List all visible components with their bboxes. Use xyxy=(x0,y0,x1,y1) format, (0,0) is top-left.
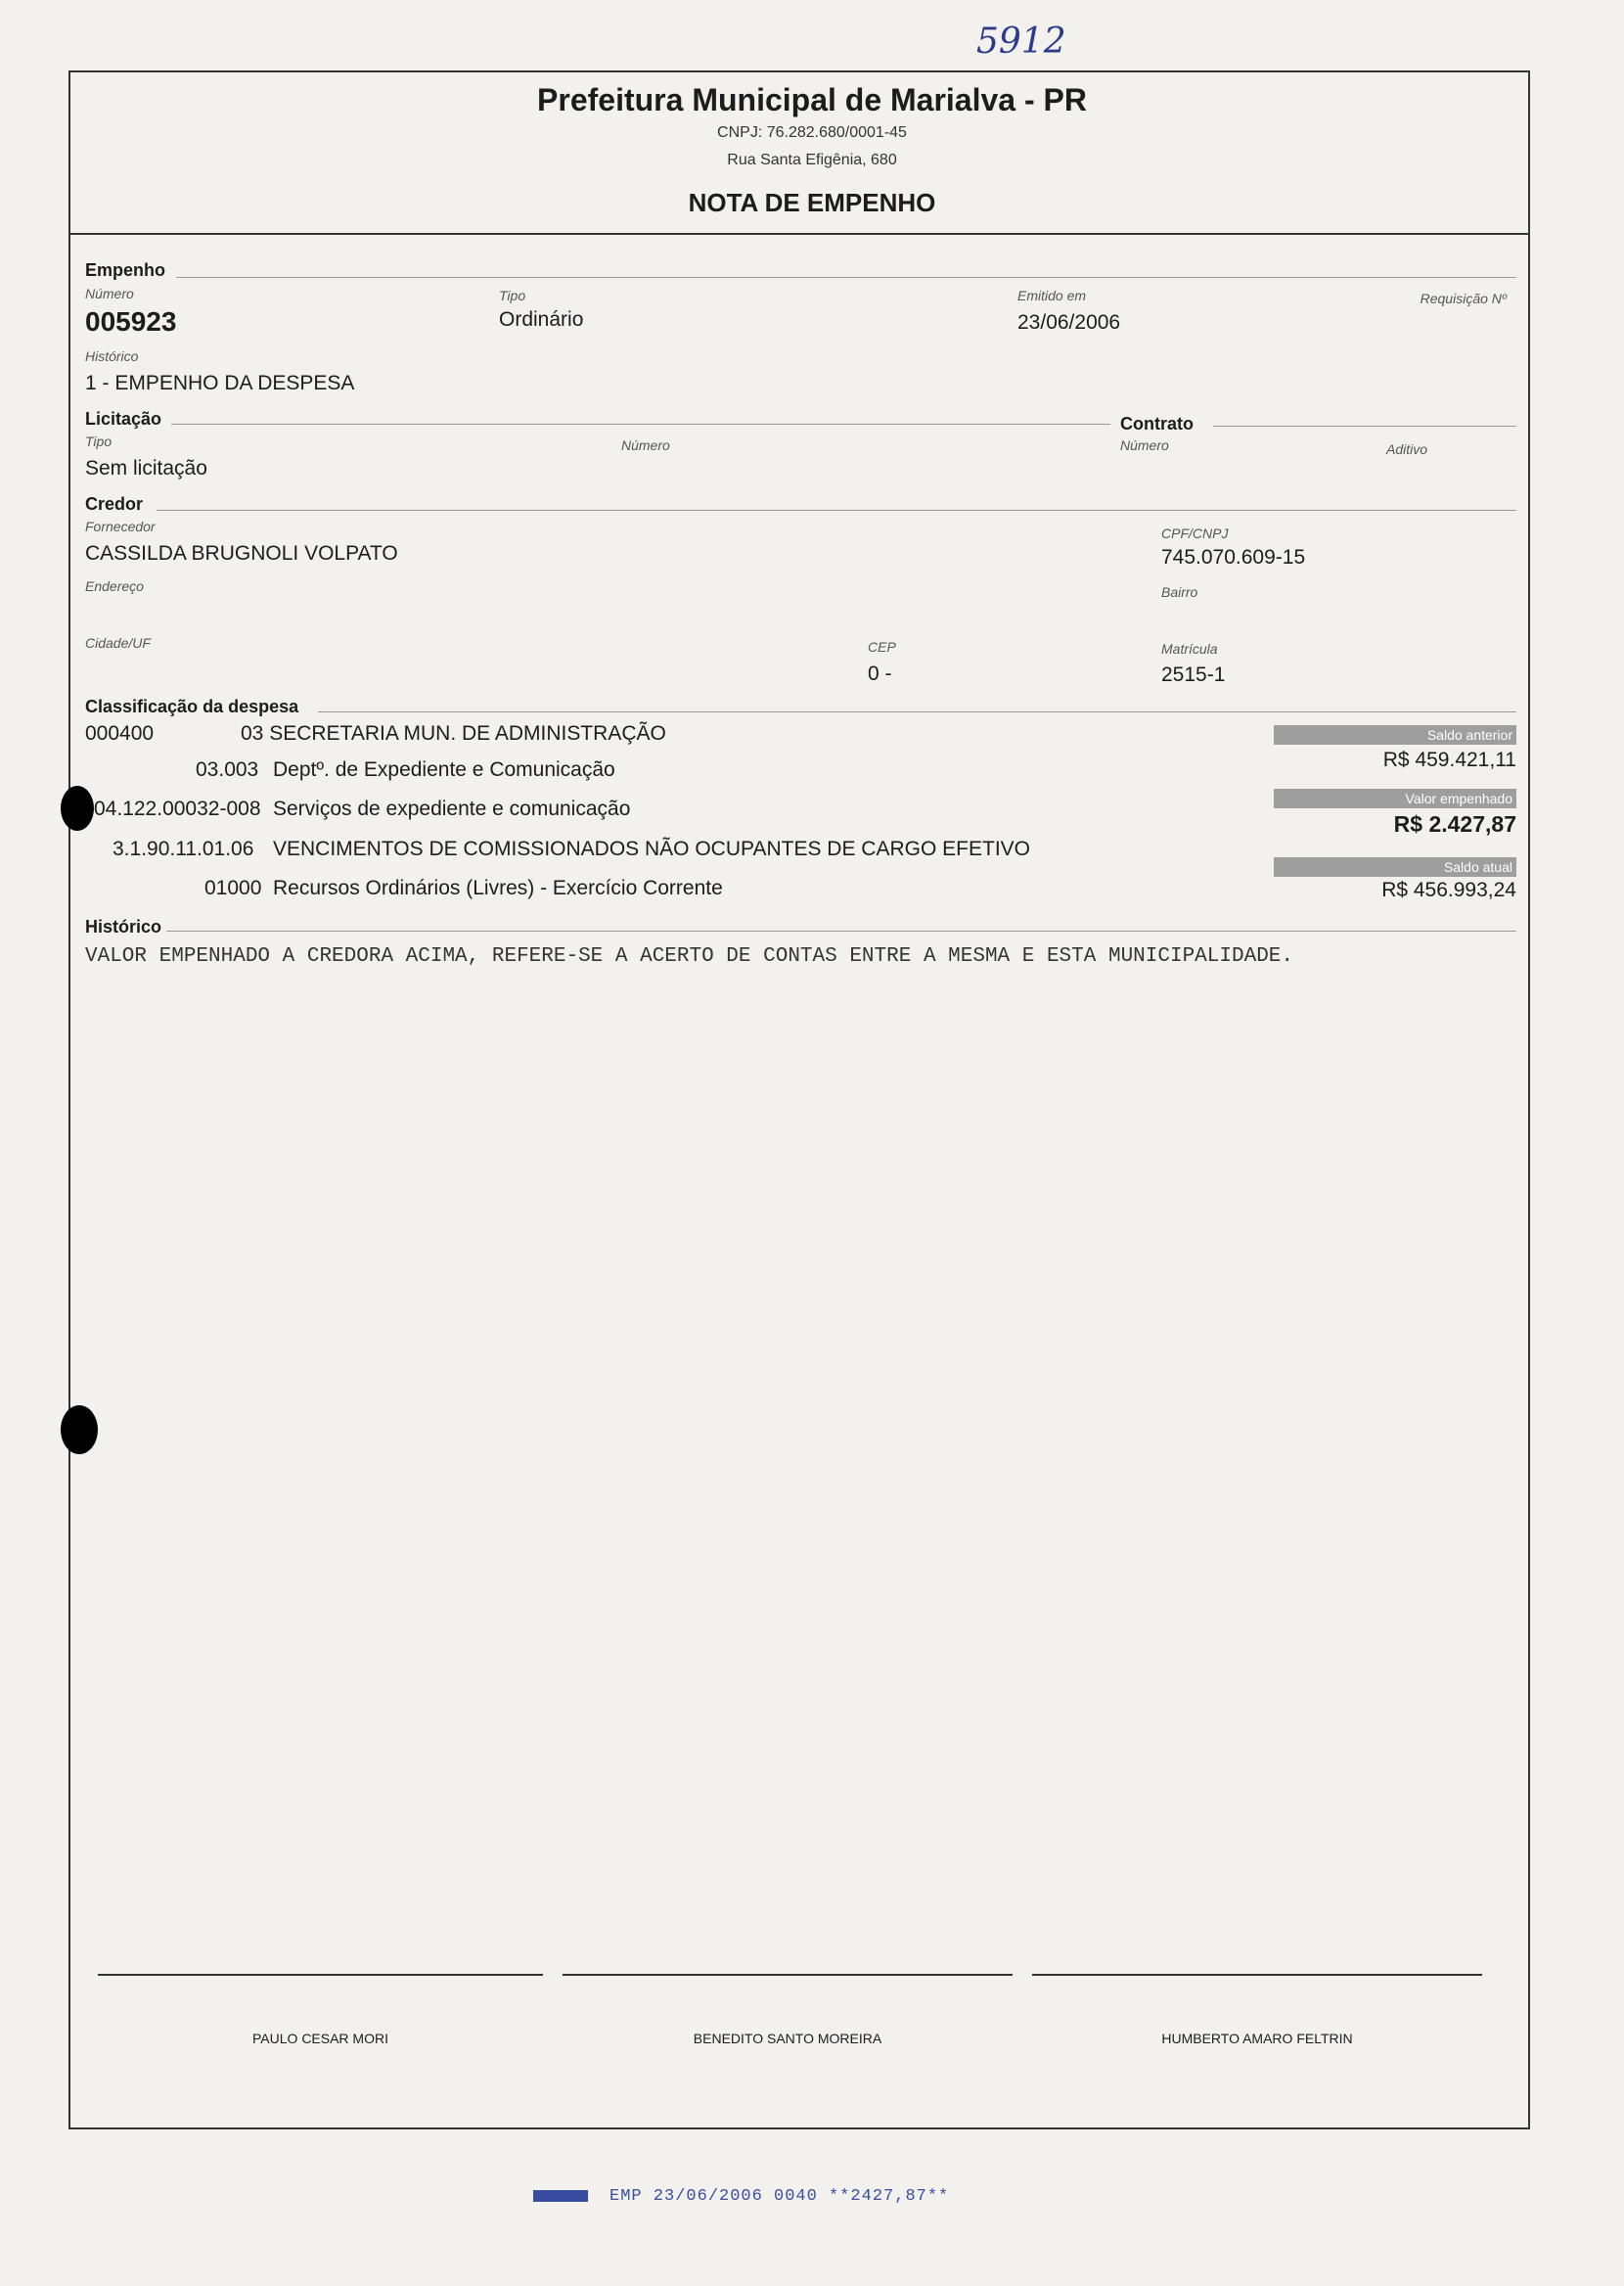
cep-value: 0 - xyxy=(868,663,892,685)
signature-line-3 xyxy=(1032,1974,1482,1976)
stamp-text: EMP 23/06/2006 0040 **2427,87** xyxy=(609,2187,950,2206)
saldo-anterior-value: R$ 459.421,11 xyxy=(1382,749,1516,771)
class-desc-4: VENCIMENTOS DE COMISSIONADOS NÃO OCUPANTES DE CARGO EFETIVO xyxy=(273,838,1030,860)
contrato-numero-label: Número xyxy=(1120,437,1169,453)
class-code-2: 03.003 xyxy=(196,758,259,781)
saldo-atual-value: R$ 456.993,24 xyxy=(1381,879,1516,901)
class-code-1: 000400 xyxy=(85,722,155,745)
cep-label: CEP xyxy=(868,639,896,655)
historico-section-label: Histórico xyxy=(85,917,162,937)
authentication-stamp xyxy=(533,2187,949,2206)
fornecedor-value: CASSILDA BRUGNOLI VOLPATO xyxy=(85,542,398,565)
matricula-value: 2515-1 xyxy=(1161,663,1226,686)
class-desc-2: Deptº. de Expediente e Comunicação xyxy=(273,758,615,781)
licitacao-numero-label: Número xyxy=(621,437,670,453)
punch-hole-bottom xyxy=(61,1405,98,1454)
signature-name-1: PAULO CESAR MORI xyxy=(252,2031,388,2046)
contrato-rule xyxy=(1213,426,1516,427)
page-title: Prefeitura Municipal de Marialva - PR xyxy=(537,82,1087,117)
class-desc-5: Recursos Ordinários (Livres) - Exercício Corrente xyxy=(273,877,723,899)
licitacao-section-label: Licitação xyxy=(85,409,162,429)
credor-section-label: Credor xyxy=(85,494,144,514)
emitido-label: Emitido em xyxy=(1017,288,1087,303)
signature-name-2: BENEDITO SANTO MOREIRA xyxy=(693,2031,882,2046)
saldo-atual-label: Saldo atual xyxy=(1274,857,1516,877)
requisicao-label: Requisição Nº xyxy=(1420,291,1507,306)
address-text: Rua Santa Efigênia, 680 xyxy=(727,152,897,168)
tipo-value: Ordinário xyxy=(499,308,584,331)
cidade-label: Cidade/UF xyxy=(85,635,151,651)
valor-empenhado-label: Valor empenhado xyxy=(1274,789,1516,808)
endereco-label: Endereço xyxy=(85,578,144,594)
signature-line-1 xyxy=(98,1974,543,1976)
saldo-anterior-label: Saldo anterior xyxy=(1274,725,1516,745)
classificacao-rule xyxy=(318,711,1516,712)
empenho-number: 005923 xyxy=(85,306,177,337)
signature-line-2 xyxy=(563,1974,1013,1976)
valor-empenhado-value: R$ 2.427,87 xyxy=(1393,811,1516,837)
licitacao-tipo-value: Sem licitação xyxy=(85,457,207,480)
stamp-mark-icon xyxy=(533,2190,588,2202)
historico-value: 1 - EMPENHO DA DESPESA xyxy=(85,372,355,394)
emitido-value: 23/06/2006 xyxy=(1017,311,1121,334)
historico-small-label: Histórico xyxy=(85,348,139,364)
tipo-label: Tipo xyxy=(499,288,526,303)
punch-hole-top xyxy=(61,786,94,831)
cnpj-text: CNPJ: 76.282.680/0001-45 xyxy=(717,124,907,141)
historico-rule xyxy=(166,931,1516,932)
matricula-label: Matrícula xyxy=(1161,641,1218,657)
bairro-label: Bairro xyxy=(1161,584,1198,600)
numero-label: Número xyxy=(85,286,134,301)
contrato-aditivo-label: Aditivo xyxy=(1386,441,1428,457)
historico-text: VALOR EMPENHADO A CREDORA ACIMA, REFERE-SE A ACERTO DE CONTAS ENTRE A MESMA E ESTA MUNICIPALIDADE. xyxy=(85,945,1294,968)
cpf-value: 745.070.609-15 xyxy=(1161,546,1306,569)
document-type-title: NOTA DE EMPENHO xyxy=(688,188,936,217)
cpf-label: CPF/CNPJ xyxy=(1161,526,1229,541)
licitacao-tipo-label: Tipo xyxy=(85,434,113,449)
header-divider xyxy=(68,233,1530,235)
classificacao-section-label: Classificação da despesa xyxy=(85,697,299,716)
licitacao-rule xyxy=(171,424,1110,425)
signature-name-3: HUMBERTO AMARO FELTRIN xyxy=(1161,2031,1353,2046)
credor-rule xyxy=(157,510,1516,511)
contrato-section-label: Contrato xyxy=(1120,414,1194,434)
class-code-5: 01000 xyxy=(204,877,262,899)
class-desc-3: Serviços de expediente e comunicação xyxy=(273,798,631,820)
fornecedor-label: Fornecedor xyxy=(85,519,156,534)
class-code-4: 3.1.90.11.01.06 xyxy=(113,838,254,860)
class-desc-1: 03 SECRETARIA MUN. DE ADMINISTRAÇÃO xyxy=(241,722,666,745)
empenho-section-label: Empenho xyxy=(85,260,166,280)
handwritten-page-number: 5912 xyxy=(976,22,1066,62)
class-code-3: 04.122.00032-008 xyxy=(94,798,261,820)
empenho-rule xyxy=(176,277,1516,278)
